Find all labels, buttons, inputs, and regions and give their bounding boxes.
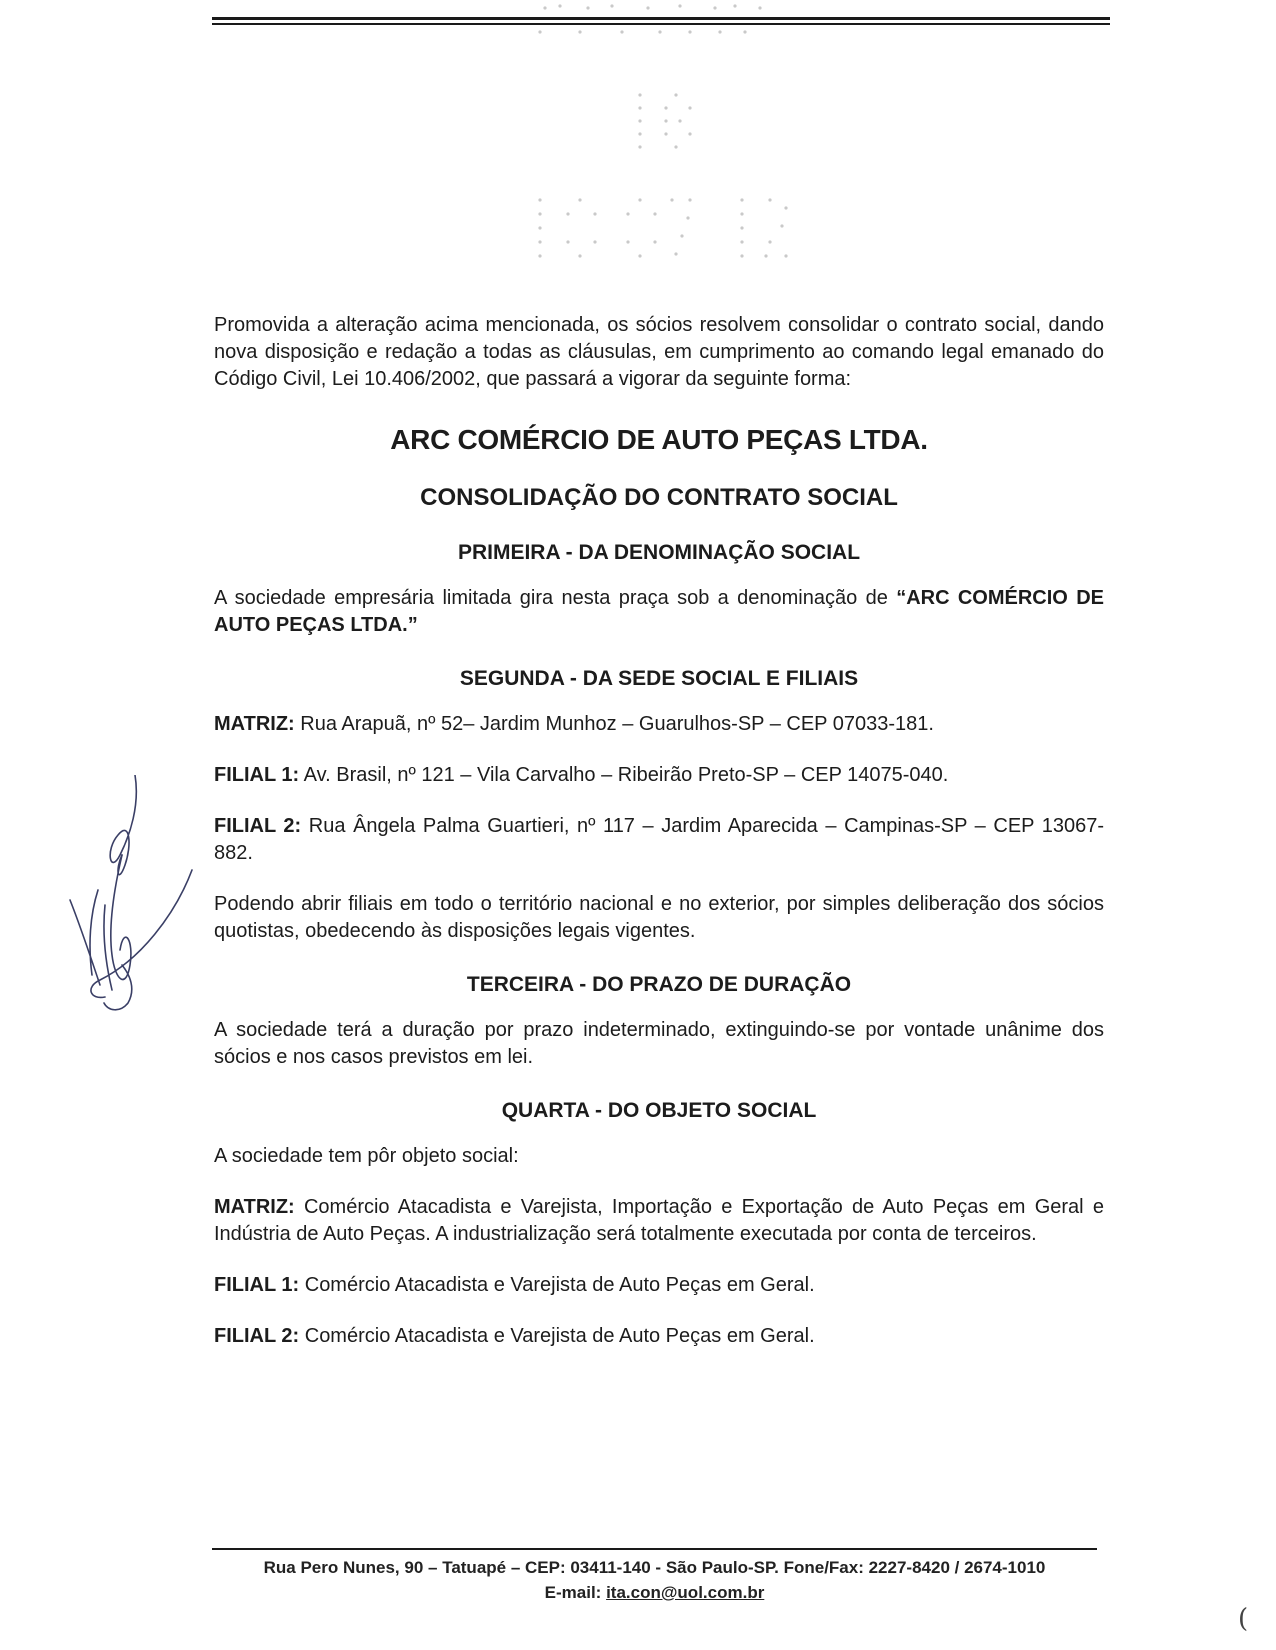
object-filial1-label: FILIAL 1: (214, 1274, 300, 1296)
filial2-label: FILIAL 2: (214, 815, 302, 837)
matriz-label: MATRIZ: (214, 713, 295, 735)
footer-email-line (212, 1580, 1097, 1605)
filial1-address-text: Av. Brasil, nº 121 – Vila Carvalho – Ribeirão Preto-SP – CEP 14075-040. (299, 764, 949, 786)
footer-email-label: E-mail: (544, 1583, 607, 1602)
footer-rule (212, 1548, 1097, 1550)
company-title: ARC COMÉRCIO DE AUTO PEÇAS LTDA. (390, 424, 928, 455)
footer-address: Rua Pero Nunes, 90 – Tatuapé – CEP: 03411-140 - São Paulo-SP. Fone/Fax: 2227-8420 / 2674-1010 (263, 1558, 1046, 1577)
matriz-object (214, 1194, 1104, 1248)
clause-first-text (214, 585, 1104, 639)
filial2-address-text: Rua Ângela Palma Guartieri, nº 117 – Jardim Aparecida – Campinas-SP – CEP 13067-882. (214, 815, 1104, 864)
clause-third-text: A sociedade terá a duração por prazo indeterminado, extinguindo-se por vontade unânime dos sócios e nos casos previstos em lei. (214, 1019, 1104, 1068)
clause-fourth-heading: QUARTA - DO OBJETO SOCIAL (501, 1099, 817, 1122)
object-filial2-label: FILIAL 2: (214, 1325, 300, 1347)
filial1-object (214, 1272, 1104, 1299)
clause-third-heading: TERCEIRA - DO PRAZO DE DURAÇÃO (466, 973, 852, 996)
handwritten-signature (60, 775, 210, 1035)
corner-pen-mark: ( (1238, 1604, 1249, 1634)
filial2-object (214, 1323, 1104, 1350)
object-filial2-text: Comércio Atacadista e Varejista de Auto Peças em Geral. (299, 1325, 815, 1347)
clause-first-body: A sociedade empresária limitada gira nesta praça sob a denominação de (214, 587, 897, 609)
matriz-address (214, 711, 1104, 738)
filial1-label: FILIAL 1: (214, 764, 300, 786)
company-name-quote: “ARC COMÉRCIO DE AUTO PEÇAS LTDA.” (214, 587, 1104, 636)
footer (212, 1555, 1097, 1605)
intro-paragraph: Promovida a alteração acima mencionada, os sócios resolvem consolidar o contrato social, dando nova disposição e redação a todas as cláusulas, em cumprimento ao comando legal emanado do Código Civil, Lei 10.406/2002, que passará a vigorar da seguinte forma: (214, 314, 1104, 390)
clause-second-heading: SEGUNDA - DA SEDE SOCIAL E FILIAIS (459, 667, 859, 690)
consolidation-title: CONSOLIDAÇÃO DO CONTRATO SOCIAL (420, 484, 898, 511)
object-matriz-label: MATRIZ: (214, 1196, 295, 1218)
object-matriz-text: Comércio Atacadista e Varejista, Importação e Exportação de Auto Peças em Geral e Indústria de Auto Peças. A industrialização será totalmente executada por conta de terceiros. (214, 1196, 1104, 1245)
matriz-address-text: Rua Arapuã, nº 52– Jardim Munhoz – Guarulhos-SP – CEP 07033-181. (294, 713, 934, 735)
clause-fourth-intro: A sociedade tem pôr objeto social: (214, 1145, 519, 1167)
filial1-address (214, 762, 1104, 789)
filial2-address (214, 813, 1104, 867)
footer-email-link[interactable]: ita.con@uol.com.br (606, 1583, 765, 1602)
object-filial1-text: Comércio Atacadista e Varejista de Auto Peças em Geral. (299, 1274, 815, 1296)
branches-paragraph: Podendo abrir filiais em todo o território nacional e no exterior, por simples deliberação dos sócios quotistas, obedecendo às disposições legais vigentes. (214, 893, 1104, 942)
perforation-stamp-mark (0, 0, 1276, 270)
clause-first-heading: PRIMEIRA - DA DENOMINAÇÃO SOCIAL (457, 541, 861, 564)
document-body (214, 312, 1104, 1350)
